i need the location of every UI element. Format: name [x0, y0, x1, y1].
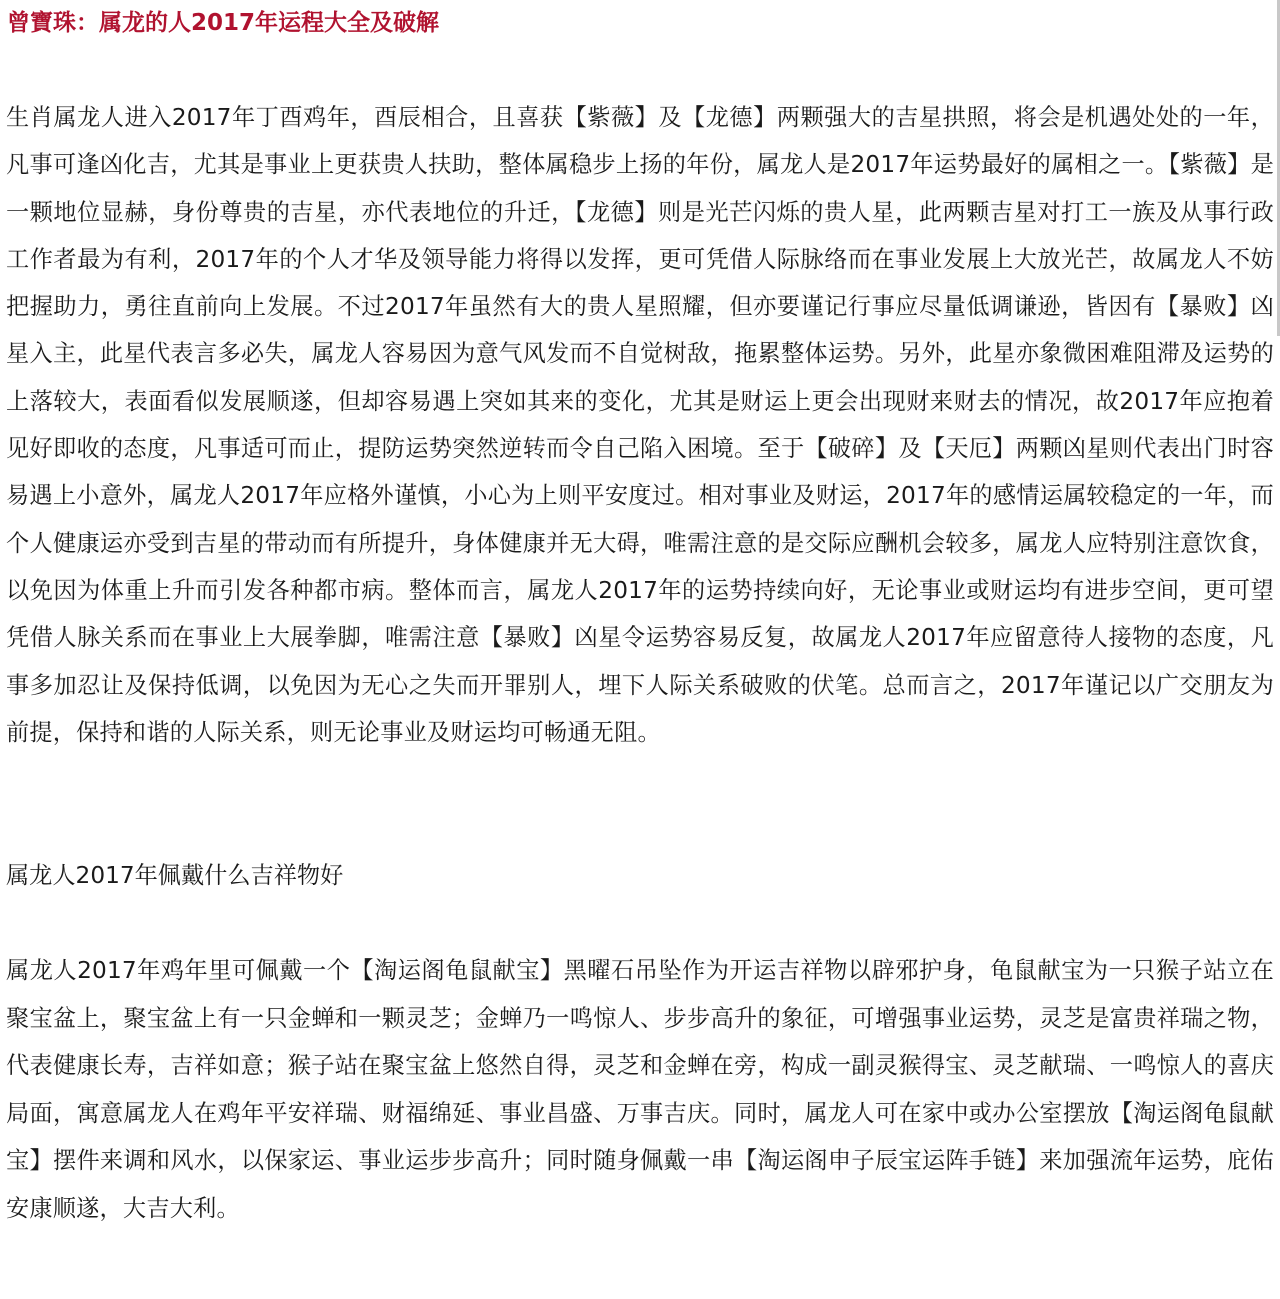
article-paragraph-fortune: 生肖属龙人进入2017年丁酉鸡年，酉辰相合，且喜获【紫薇】及【龙德】两颗强大的吉星拱照，将会是机遇处处的一年，凡事可逢凶化吉，尤其是事业上更获贵人扶助，整体属稳步上扬的年份，属龙人是2017年运势最好的属相之一。【紫薇】是一颗地位显赫，身份尊贵的吉星，亦代表地位的升迁，【龙德】则是光芒闪烁的贵人星，此两颗吉星对打工一族及从事行政工作者最为有利，2017年的个人才华及领导能力将得以发挥，更可凭借人际脉络而在事业发展上大放光芒，故属龙人不妨把握助力，勇往直前向上发展。不过2017年虽然有大的贵人星照耀，但亦要谨记行事应尽量低调谦逊，皆因有【暴败】凶星入主，此星代表言多必失，属龙人容易因为意气风发而不自觉树敌，拖累整体运势。另外，此星亦象微困难阻滞及运势的上落较大，表面看似发展顺遂，但却容易遇上突如其来的变化，尤其是财运上更会出现财来财去的情况，故2017年应抱着见好即收的态度，凡事适可而止，提防运势突然逆转而令自己陷入困境。至于【破碎】及【天厄】两颗凶星则代表出门时容易遇上小意外，属龙人2017年应格外谨慎，小心为上则平安度过。相对事业及财运，2017年的感情运属较稳定的一年，而个人健康运亦受到吉星的带动而有所提升，身体健康并无大碍，唯需注意的是交际应酬机会较多，属龙人应特别注意饮食，以免因为体重上升而引发各种都市病。整体而言，属龙人2017年的运势持续向好，无论事业或财运均有进步空间，更可望凭借人脉关系而在事业上大展拳脚，唯需注意【暴败】凶星令运势容易反复，故属龙人2017年应留意待人接物的态度，凡事多加忍让及保持低调，以免因为无心之失而开罪别人，埋下人际关系破败的伏笔。总而言之，2017年谨记以广交朋友为前提，保持和谐的人际关系，则无论事业及财运均可畅通无阻。 [6, 104, 1274, 746]
article-title: 曾寶珠：属龙的人2017年运程大全及破解 [7, 10, 440, 36]
article-paragraph-mascot: 属龙人2017年鸡年里可佩戴一个【淘运阁龟鼠献宝】黑曜石吊坠作为开运吉祥物以辟邪护身，龟鼠献宝为一只猴子站立在聚宝盆上，聚宝盆上有一只金蝉和一颗灵芝；金蝉乃一鸣惊人、步步高升的象征，可增强事业运势，灵芝是富贵祥瑞之物，代表健康长寿，吉祥如意；猴子站在聚宝盆上悠然自得，灵芝和金蝉在旁，构成一副灵猴得宝、灵芝献瑞、一鸣惊人的喜庆局面，寓意属龙人在鸡年平安祥瑞、财福绵延、事业昌盛、万事吉庆。同时，属龙人可在家中或办公室摆放【淘运阁龟鼠献宝】摆件来调和风水，以保家运、事业运步步高升；同时随身佩戴一串【淘运阁申子辰宝运阵手链】来加强流年运势，庇佑安康顺遂，大吉大利。 [6, 957, 1274, 1222]
section-subheading: 属龙人2017年佩戴什么吉祥物好 [6, 862, 344, 889]
